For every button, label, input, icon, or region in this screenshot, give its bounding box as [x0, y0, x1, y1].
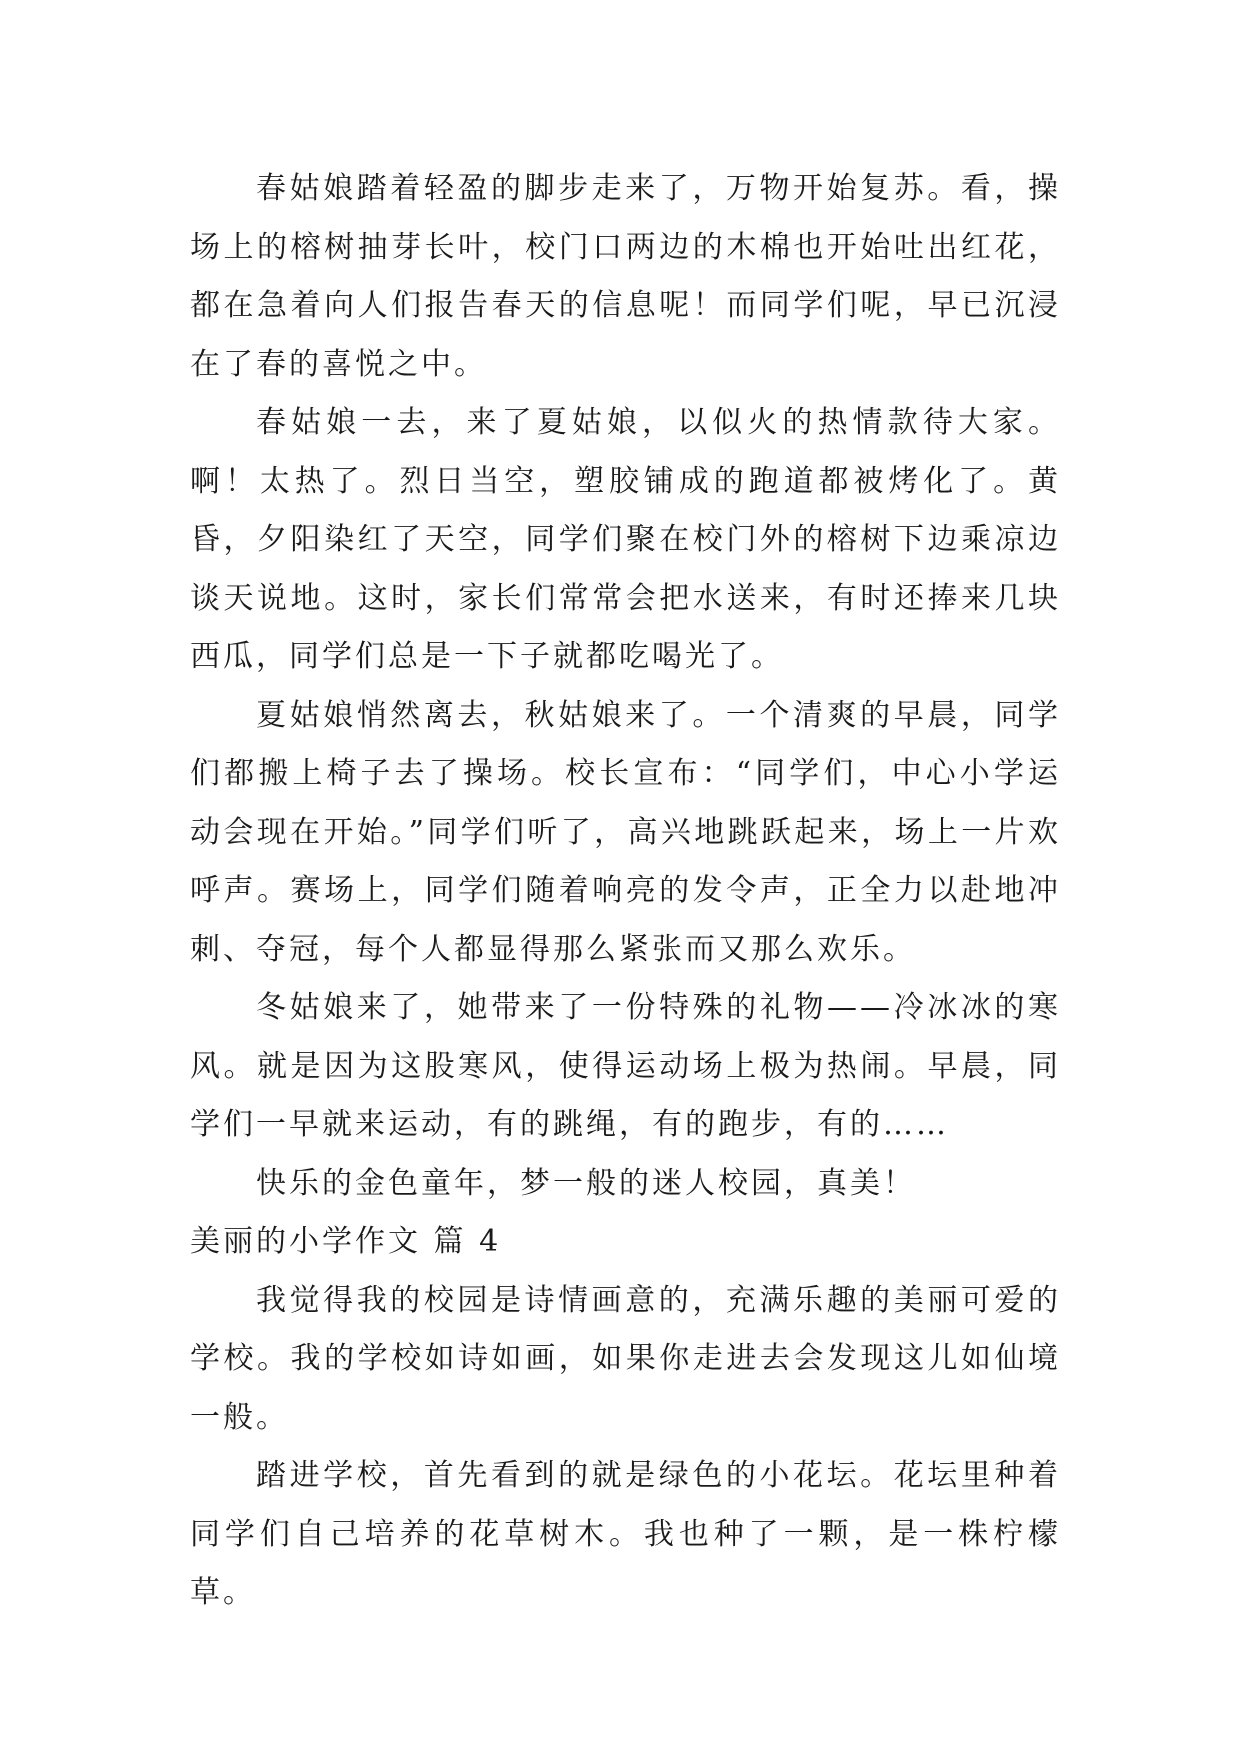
paragraph-summer: 春姑娘一去，来了夏姑娘，以似火的热情款待大家。啊！太热了。烈日当空，塑胶铺成的跑道都被烤化了。黄昏，夕阳染红了天空，同学们聚在校门外的榕树下边乘凉边谈天说地。这时，家长们常常会把水送来，有时还捧来几块西瓜，同学们总是一下子就都吃喝光了。: [190, 405, 1061, 674]
document-body: [190, 160, 1061, 1623]
paragraph-autumn: 夏姑娘悄然离去，秋姑娘来了。一个清爽的早晨，同学们都搬上椅子去了操场。校长宣布：“同学们，中心小学运动会现在开始。”同学们听了，高兴地跳跃起来，场上一片欢呼声。赛场上，同学们随着响亮的发令声，正全力以赴地冲刺、夺冠，每个人都显得那么紧张而又那么欢乐。: [190, 697, 1061, 967]
paragraph-conclusion: 快乐的金色童年，梦一般的迷人校园，真美！: [256, 1165, 916, 1201]
paragraph-campus-intro: 我觉得我的校园是诗情画意的，充满乐趣的美丽可爱的学校。我的学校如诗如画，如果你走进去会发现这儿如仙境一般。: [190, 1282, 1061, 1435]
paragraph-spring: 春姑娘踏着轻盈的脚步走来了，万物开始复苏。看，操场上的榕树抽芽长叶，校门口两边的木棉也开始吐出红花，都在急着向人们报告春天的信息呢！而同学们呢，早已沉浸在了春的喜悦之中。: [190, 171, 1061, 382]
paragraph-flower-bed: 踏进学校，首先看到的就是绿色的小花坛。花坛里种着同学们自己培养的花草树木。我也种了一颗，是一株柠檬草。: [190, 1458, 1061, 1610]
section-heading: 美丽的小学作文 篇 4: [190, 1224, 502, 1259]
paragraph-winter: 冬姑娘来了，她带来了一份特殊的礼物——冷冰冰的寒风。就是因为这股寒风，使得运动场上极为热闹。早晨，同学们一早就来运动，有的跳绳，有的跑步，有的……: [190, 990, 1061, 1142]
